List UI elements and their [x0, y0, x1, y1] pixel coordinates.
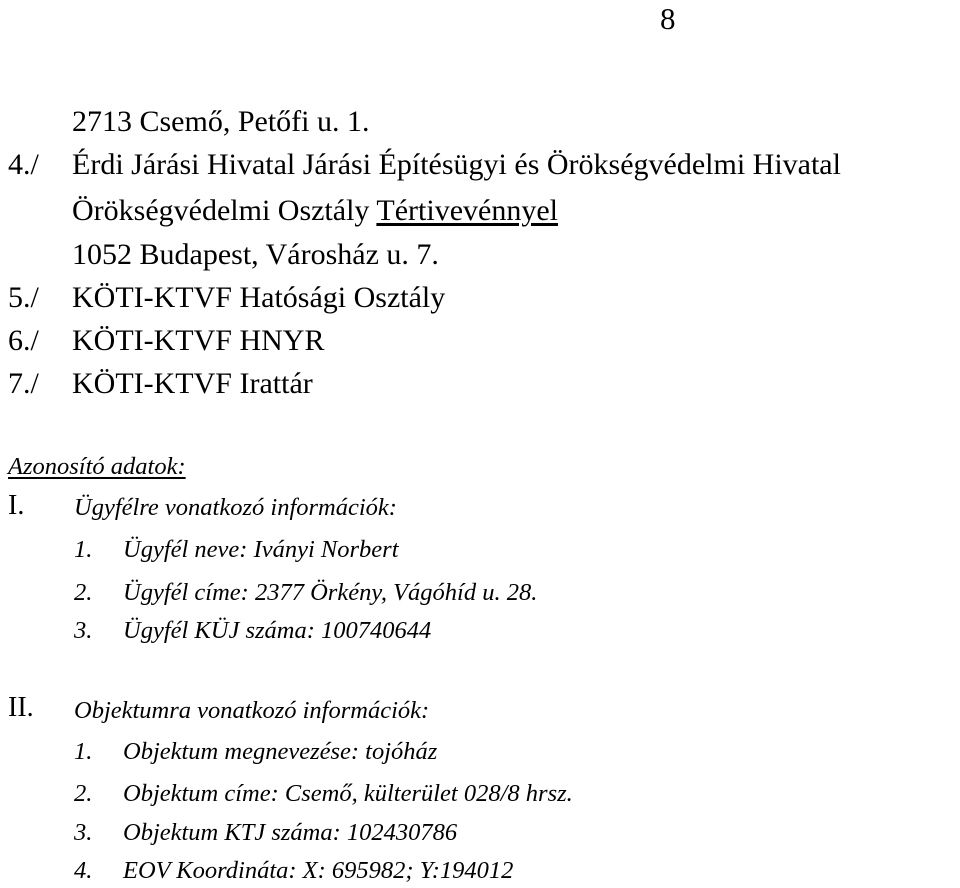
section-2-item-number: 1. [74, 738, 93, 765]
addressee-7-text: KÖTI-KTVF Irattár [72, 367, 313, 400]
identification-heading: Azonosító adatok: [8, 453, 186, 480]
address-continuation: 2713 Csemő, Petőfi u. 1. [72, 105, 370, 138]
eov-coordinates: EOV Koordináta: X: 695982; Y:194012 [123, 857, 514, 884]
addressee-6-number: 6./ [8, 324, 39, 357]
section-2-numeral: II. [8, 692, 34, 723]
addressee-4-line3: 1052 Budapest, Városház u. 7. [72, 238, 439, 271]
section-2-item-number: 4. [74, 857, 93, 884]
object-name: Objektum megnevezése: tojóház [123, 738, 438, 765]
addressee-5-number: 5./ [8, 281, 39, 314]
client-kuj-number: Ügyfél KÜJ száma: 100740644 [123, 617, 432, 644]
object-address: Objektum címe: Csemő, külterület 028/8 hrsz. [123, 780, 573, 807]
section-1-item-number: 2. [74, 579, 93, 606]
object-ktj-number: Objektum KTJ száma: 102430786 [123, 819, 458, 846]
section-2-item-number: 2. [74, 780, 93, 807]
delivery-method-note: Tértivevénnyel [376, 194, 558, 227]
page-number: 8 [660, 1, 676, 36]
addressee-4-line1: Érdi Járási Hivatal Járási Építésügyi és Örökségvédelmi Hivatal [72, 148, 841, 181]
section-1-item-number: 1. [74, 536, 93, 563]
addressee-4-line2 [72, 193, 558, 229]
section-1-title: Ügyfélre vonatkozó információk: [74, 494, 397, 521]
client-address: Ügyfél címe: 2377 Örkény, Vágóhíd u. 28. [123, 579, 538, 606]
addressee-7-number: 7./ [8, 367, 39, 400]
addressee-4-department: Örökségvédelmi Osztály [72, 194, 377, 227]
section-2-title: Objektumra vonatkozó információk: [74, 697, 430, 724]
section-1-numeral: I. [8, 490, 25, 521]
client-name: Ügyfél neve: Iványi Norbert [123, 536, 399, 563]
addressee-4-number: 4./ [8, 148, 39, 181]
section-2-item-number: 3. [74, 819, 93, 846]
addressee-6-text: KÖTI-KTVF HNYR [72, 324, 325, 357]
section-1-item-number: 3. [74, 617, 93, 644]
addressee-5-text: KÖTI-KTVF Hatósági Osztály [72, 281, 446, 314]
